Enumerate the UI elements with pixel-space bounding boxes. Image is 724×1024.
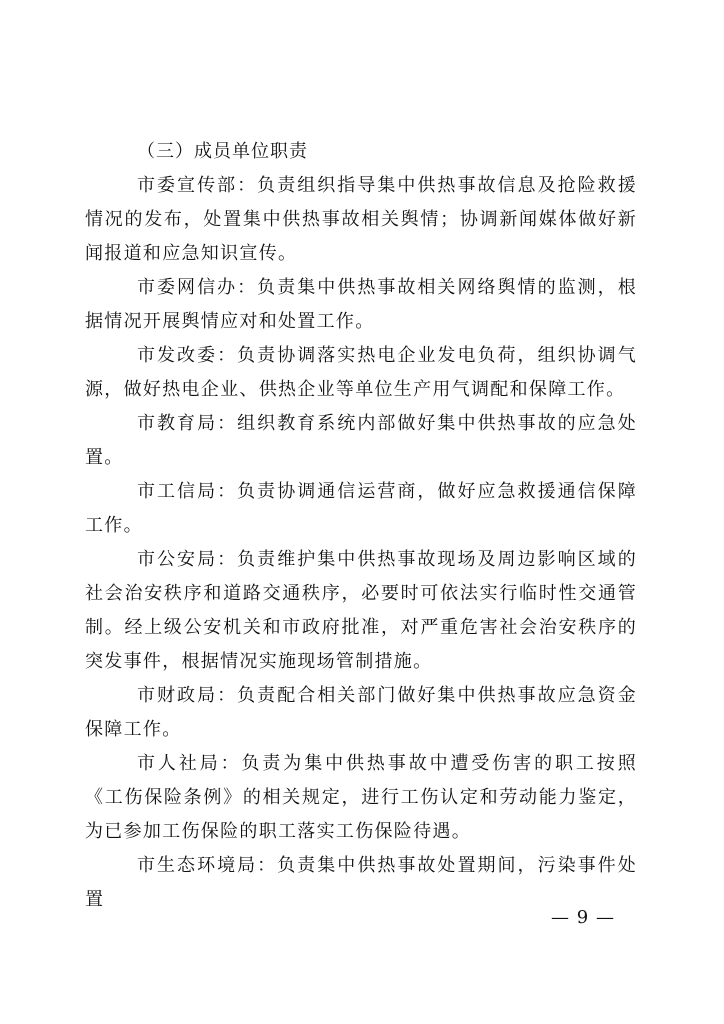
paragraph-public-security-bureau: 市公安局：负责维护集中供热事故现场及周边影响区域的社会治安秩序和道路交通秩序，必要时可依法实行临时性交通管制。经上级公安机关和市政府批准，对严重危害社会治安秩序的突发事件，根据情况实施现场管制措施。 (85, 549, 637, 672)
page-number: — 9 — (551, 907, 615, 928)
paragraph-education-bureau: 市教育局：组织教育系统内部做好集中供热事故的应急处置。 (85, 413, 637, 468)
paragraph-industry-information-bureau: 市工信局：负责协调通信运营商，做好应急救援通信保障工作。 (85, 481, 637, 536)
section-title: （三）成员单位职责 (137, 141, 308, 162)
paragraph-finance-bureau: 市财政局：负责配合相关部门做好集中供热事故应急资金保障工作。 (85, 685, 637, 740)
paragraph-development-reform-commission: 市发改委：负责协调落实热电企业发电负荷，组织协调气源，做好热电企业、供热企业等单位生产用气调配和保障工作。 (85, 345, 637, 400)
paragraph-publicity-department: 市委宣传部：负责组织指导集中供热事故信息及抢险救援情况的发布，处置集中供热事故相关舆情；协调新闻媒体做好新闻报道和应急知识宣传。 (85, 175, 637, 264)
paragraph-human-resources-social-security-bureau: 市人社局：负责为集中供热事故中遭受伤害的职工按照《工伤保险条例》的相关规定，进行工伤认定和劳动能力鉴定，为已参加工伤保险的职工落实工伤保险待遇。 (85, 753, 637, 842)
paragraph-ecology-environment-bureau: 市生态环境局：负责集中供热事故处置期间，污染事件处置 (85, 855, 637, 910)
document-body (85, 135, 637, 917)
paragraph-cyberspace-office: 市委网信办：负责集中供热事故相关网络舆情的监测，根据情况开展舆情应对和处置工作。 (85, 277, 637, 332)
